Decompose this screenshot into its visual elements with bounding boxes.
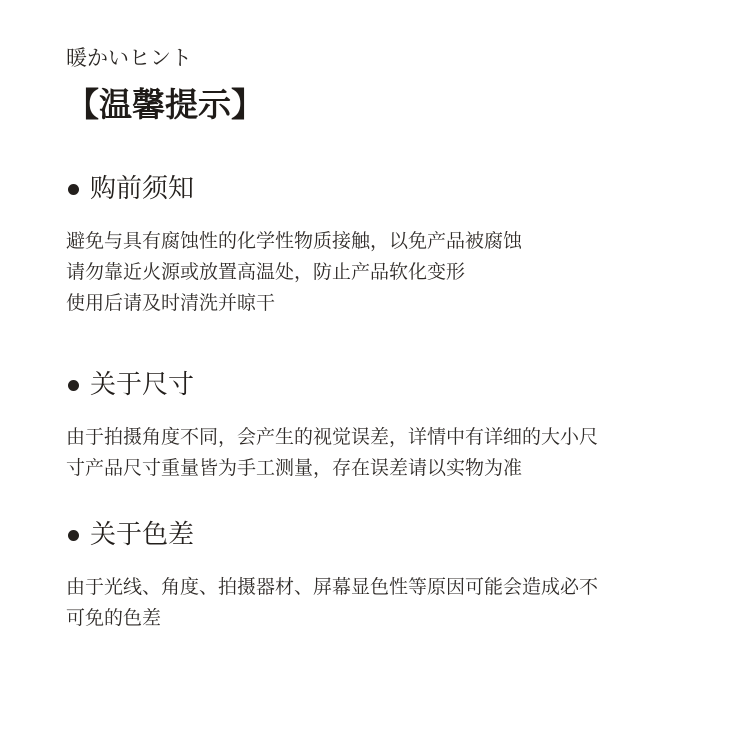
bullet-dot-icon — [68, 530, 79, 541]
body-line: 寸产品尺寸重量皆为手工测量，存在误差请以实物为准 — [66, 457, 523, 479]
section-title: 关于色差 — [90, 520, 195, 550]
section-color-difference — [66, 518, 716, 634]
bullet-dot-icon — [68, 184, 79, 195]
bullet-dot-icon — [68, 380, 79, 391]
section-body — [66, 422, 716, 484]
body-line: 避免与具有腐蚀性的化学性物质接触，以免产品被腐蚀 — [66, 230, 523, 252]
section-size — [66, 368, 716, 484]
section-heading — [66, 368, 716, 402]
subtitle: 暖かいヒント — [66, 46, 192, 70]
section-heading — [66, 518, 716, 552]
page-title: 【温馨提示】 — [66, 85, 264, 124]
body-line: 可免的色差 — [66, 607, 162, 629]
section-body — [66, 572, 716, 634]
body-line: 请勿靠近火源或放置高温处，防止产品软化变形 — [66, 261, 466, 283]
section-purchase-notes — [66, 172, 716, 319]
body-line: 由于拍摄角度不同，会产生的视觉误差，详情中有详细的大小尺 — [66, 426, 599, 448]
section-body — [66, 226, 716, 319]
section-title: 关于尺寸 — [90, 370, 195, 400]
section-heading — [66, 172, 716, 206]
body-line: 使用后请及时清洗并晾干 — [66, 292, 276, 314]
section-title: 购前须知 — [90, 174, 195, 204]
body-line: 由于光线、角度、拍摄器材、屏幕显色性等原因可能会造成必不 — [66, 576, 599, 598]
